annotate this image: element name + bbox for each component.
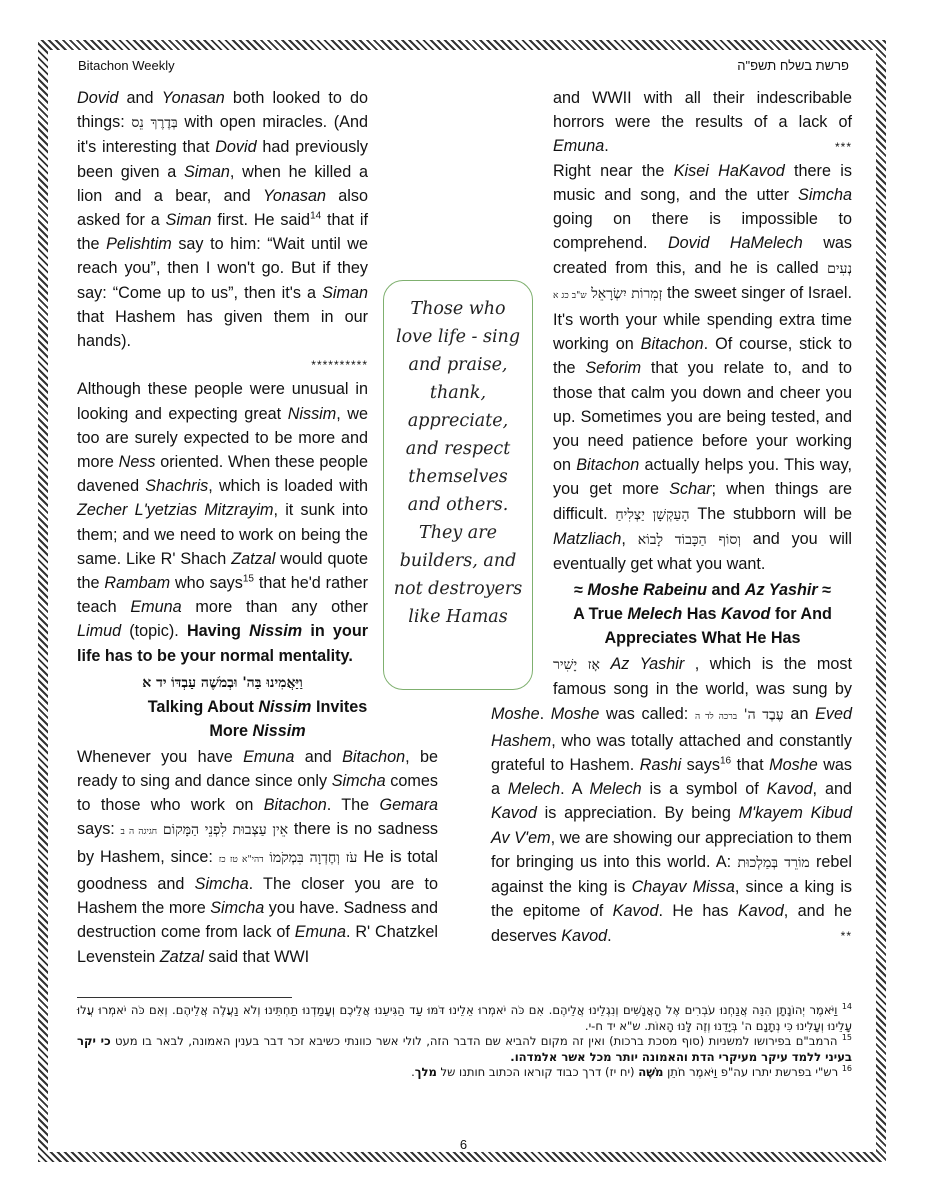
section-separator: ********** [311, 358, 368, 373]
footnote-15: $^{15}$ הרמב"ם בפירושו למשניות (סוף מסכת ברכות) ואין זה מקום להביא שם הדבר הזה, לולי אשר כוונתי כשיבא זכר דבר בענין האמונה, לבאר בו מעט כי יקר בעיני ללמד עיקר מעיקרי הדת והאמונה יותר מכל אשר אלמדהו. [77, 1033, 853, 1064]
footnote-rule [77, 997, 292, 998]
header-publication: Bitachon Weekly [78, 58, 175, 73]
footnote-14: $^{14}$ וַיֹּאמֶר יְהוֹנָתָן הִנֵּה אֲנַחְנוּ עֹבְרִים אֶל הָאֲנָשִׁים וְנִגְלֵינוּ אֲלֵיהֶם. אִם כֹּה יֹאמְרוּ אֵלֵינוּ דֹּמּוּ עַד הַגִּיעֵנוּ אֲלֵיכֶם וְעָמַדְנוּ תַחְתֵּינוּ וְלֹא נַעֲלֶה אֲלֵיהֶם. וְאִם כֹּה יֹאמְרוּ עֲלוּ עָלֵינוּ וְעָלִינוּ כִּי נְתָנָם ה' בְּיָדֵנוּ וְזֶה לָּנוּ הָאוֹת. ש"א יד ח-י. [77, 1002, 852, 1033]
right-paragraph-3: אָז יָשִׁיר Az Yashir , which is the most famous song in the world, was sung by Moshe. Moshe was called: עֶבֶד ה' ברכה לד ה an Eved Hashem, who was totally attached and constantly grateful to Hashem. Rashi says$^{16}$ that Moshe was a Melech. A Melech is a symbol of Kavod, and Kavod is appreciation. By being M'kayem Kibud Av V'em, we are showing our appreciation to them for bringing us into this world. A: מוֹרֵד בְּמַלְכוּת rebel against the king is Chayav Missa, since a king is the epitome of Kavod. He has Kavod, and he deserves Kavod. [491, 655, 853, 945]
pull-quote-text: Those who love life - sing and praise, thank, appreciate, and respect themselves and others. They are builders, and not destroyers like Hamas [393, 299, 523, 627]
section-separator: ** [840, 928, 852, 943]
right-section-heading: ≈ Moshe Rabeinu and Az Yashir ≈ A True Melech Has Kavod for And Appreciates What He Has [573, 581, 832, 648]
header-parsha: פרשת בשלח תשפ"ה [737, 58, 849, 73]
right-paragraph-2: Right near the Kisei HaKavod there is music and song, and the utter Simcha going on there is impossible to comprehend. Dovid HaMelech was created from this, and he is called נְעִים זְמִרוֹת יִשְׂרָאֵל ש"ב כג א the sweet singer of Israel. It's worth your while spending extra time working on Bitachon. Of course, stick to the Seforim that you relate to, and to those that calm you down and cheer you up. Sometimes you are being tested, and you need patience before your working on Bitachon actually helps you. This way, you get more Schar; when things are difficult. הָעַקְשָׁן יַצְלִיחַ The stubborn will be Matzliach, וְסוֹף הַכָּבוֹד לָבוֹא and you will eventually get what you want. [553, 161, 853, 574]
footnote-ref-16: 16 [719, 755, 732, 767]
page-number: 6 [459, 1137, 468, 1152]
footnotes [77, 1003, 852, 1081]
left-paragraph-1: Dovid and Yonasan both looked to do things: בְּדֶרֶךְ נֵס with open miracles. (And it's interesting that Dovid had previously been given a Siman, when he killed a lion and a bear, and Yonasan also asked for a Siman first. He said$^{14}$ that if the Pelishtim say to him: “Wait until we reach you”, then I won't go. But if they say: “Come up to us”, then it's a Siman that Hashem has given them in our hands). [77, 89, 368, 351]
right-column [491, 86, 852, 948]
section-separator: *** [834, 139, 852, 154]
footnote-ref-14: 14 [310, 210, 322, 222]
footnote-16: $^{16}$ רש"י בפרשת יתרו עה"פ וַיֹּאמֶר חֹתֵן מֹשֶׁה (יח יז) דרך כבוד קוראו הכתוב חותנו של מלך. [411, 1064, 852, 1079]
right-paragraph-1: and WWII with all their indescribable horrors were the results of a lack of Emuna. [553, 89, 852, 156]
left-paragraph-3: Whenever you have Emuna and Bitachon, be ready to sing and dance since only Simcha comes to those who work on Bitachon. The Gemara says: אֵין עַצְבוּת לִפְנֵי הַמָּקוֹם חגיגה ה ב there is no sadness by Hashem, since: עֹז וְחֶדְוָה בִּמְקֹמוֹ דהי"א טז כז He is total goodness and Simcha. The closer you are to Hashem the more Simcha you have. Sadness and destruction come from lack of Emuna. R' Chatzkel Levenstein Zatzal said that WWI [77, 747, 439, 966]
quote-spacer [491, 280, 553, 680]
footnote-ref-15: 15 [242, 573, 254, 585]
left-paragraph-2: Although these people were unusual in looking and expecting great Nissim, we too are surely expected to be more and more Ness oriented. When these people davened Shachris, which is loaded with Zecher L'yetzias Mitzrayim, it sunk into them; and we need to work on being the same. Like R' Shach Zatzal would quote the Rambam who says$^{15}$ that he'd rather teach Emuna more than any other Limud (topic). Having Nissim in your life has to be your normal mentality. [77, 380, 369, 665]
left-section-heading: וַיַּאֲמִינוּ בַּה' וּבְמֹשֶׁה עַבְדּוֹ יד א Talking About Nissim Invites More Nissim [142, 674, 368, 740]
